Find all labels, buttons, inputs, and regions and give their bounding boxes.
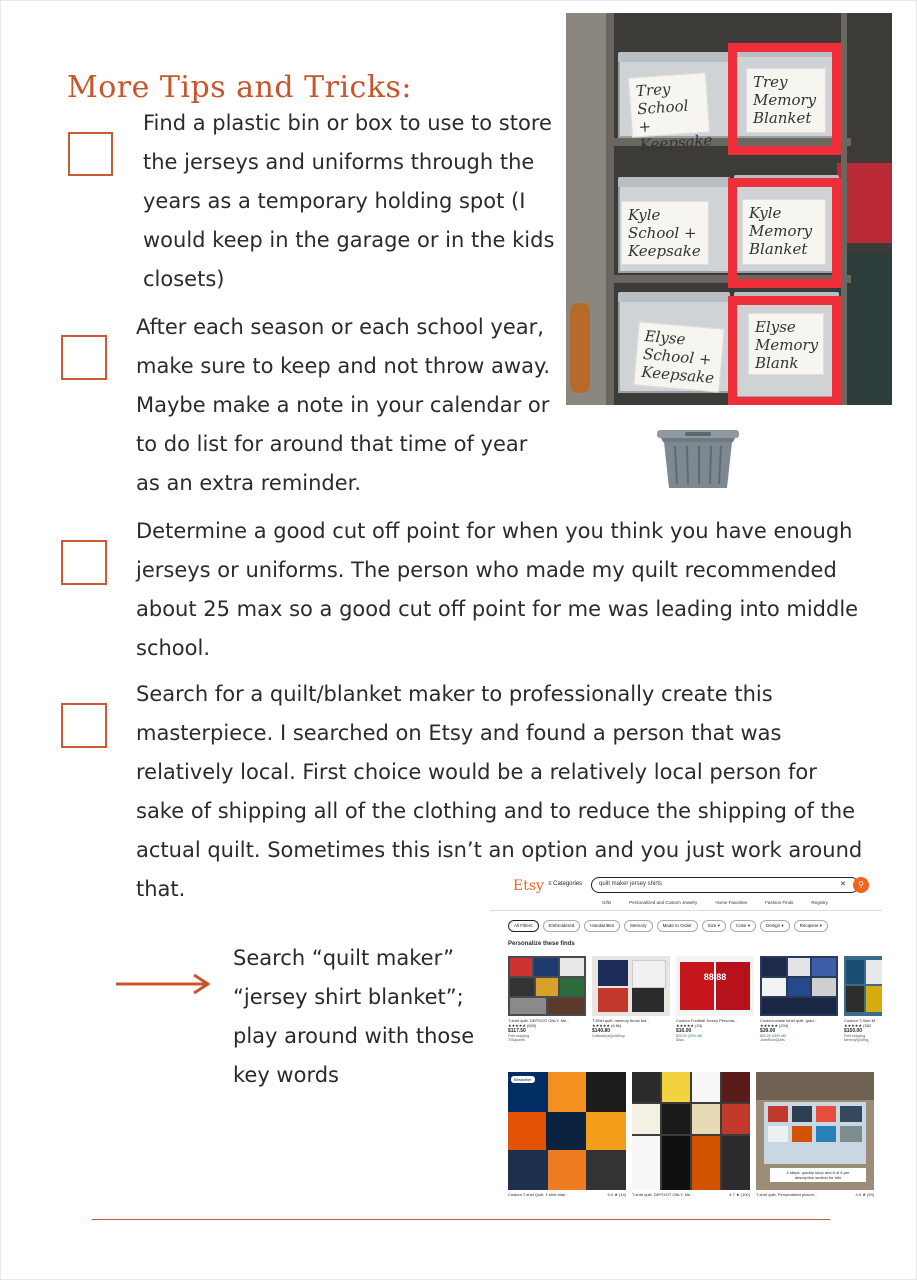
ad-caption: 4 steps: quickly shop and 8 of 6 per description section for info <box>770 1168 866 1182</box>
tip-4-line: that. <box>136 877 186 901</box>
listing-shipping: $20.00 (20% off) <box>676 1034 702 1038</box>
personalize-heading: Personalize these finds <box>508 941 575 947</box>
listing-title: Custom T-shirt Quilt, T-shirt blan... <box>508 1192 569 1197</box>
tip-4-line: actual quilt. Sometimes this isn’t an option and you just work around <box>136 838 863 862</box>
listing-title: T-shirt quilt, Personalized picture... <box>756 1192 818 1197</box>
nav-item[interactable]: Home Favorites <box>715 900 748 905</box>
tip-4-line: sake of shipping all of the clothing and to reduce the shipping of the <box>136 799 856 823</box>
listing-thumbnail <box>508 956 586 1016</box>
listing-price: $140.80 <box>592 1028 611 1034</box>
page-title: More Tips and Tricks: <box>67 70 413 106</box>
listing-card[interactable] <box>632 1072 750 1197</box>
tip-2-line: make sure to keep and not throw away. <box>136 354 551 378</box>
search-note-line: “jersey shirt blanket”; <box>233 985 464 1009</box>
tip-2-line: After each season or each school year, <box>136 315 544 339</box>
filter-chip[interactable]: Made to Order <box>657 920 698 932</box>
tip-4-line: relatively local. First choice would be a relatively local person for <box>136 760 817 784</box>
listing-seller: Aliza <box>676 1038 684 1042</box>
listing-title: Custom-made tshirt quilt, grad... <box>760 1018 817 1023</box>
listing-card[interactable] <box>756 1072 874 1197</box>
filter-chip[interactable]: Embroidered <box>543 920 581 932</box>
listing-row-1 <box>508 956 882 1042</box>
checkbox-tip-3[interactable] <box>61 540 107 585</box>
filter-chip[interactable]: Color ▾ <box>730 920 756 932</box>
listing-card[interactable] <box>676 956 754 1042</box>
bottom-divider <box>92 1219 830 1220</box>
nav-item[interactable]: Gifts <box>602 900 612 905</box>
listing-thumbnail <box>632 1072 750 1190</box>
tip-2-line: to do list for around that time of year <box>136 432 528 456</box>
listing-title: T-Shirt quilt, memory throw bla... <box>592 1018 650 1023</box>
listing-card[interactable] <box>592 956 670 1042</box>
label-kyle-memory: Kyle Memory Blanket <box>742 199 826 265</box>
tip-3-line: school. <box>136 636 211 660</box>
search-note-line: play around with those <box>233 1024 475 1048</box>
search-note-line: key words <box>233 1063 339 1087</box>
divider <box>490 910 882 911</box>
listing-card[interactable] <box>508 956 586 1042</box>
tip-3 <box>136 512 896 668</box>
tip-2 <box>136 308 576 503</box>
tip-2-line: as an extra reminder. <box>136 471 362 495</box>
tip-1-line: closets) <box>143 267 225 291</box>
listing-price: $150.00 <box>844 1028 863 1034</box>
listing-thumbnail <box>592 956 670 1016</box>
filter-chip[interactable]: Design ▾ <box>760 920 790 932</box>
listing-card[interactable] <box>508 1072 626 1197</box>
tip-3-line: jerseys or uniforms. The person who made my quilt recommended <box>136 558 837 582</box>
listing-rating: ★★★★★ (382 <box>844 1023 872 1028</box>
listing-thumbnail <box>508 1072 626 1190</box>
search-icon[interactable]: ⚲ <box>853 877 869 893</box>
highlight-elyse-memory <box>728 296 841 405</box>
tip-4-line: Search for a quilt/blanket maker to professionally create this <box>136 682 773 706</box>
listing-rating: 4.5 ★ (93) <box>855 1192 874 1197</box>
label-elyse-school: Elyse School + Keepsake <box>633 321 724 392</box>
tip-1-line: the jerseys and uniforms through the <box>143 150 535 174</box>
listing-price: $39.00 <box>760 1028 776 1034</box>
tip-2-line: Maybe make a note in your calendar or <box>136 393 550 417</box>
bestseller-badge: Bestseller <box>511 1076 535 1083</box>
shelf-post <box>606 13 614 405</box>
filter-chips <box>508 920 828 932</box>
checkbox-tip-4[interactable] <box>61 703 107 748</box>
highlight-trey-memory <box>728 43 841 155</box>
listing-seller: CottonkeysQuiltShop <box>592 1034 625 1038</box>
tip-3-line: Determine a good cut off point for when you think you have enough <box>136 519 853 543</box>
filter-chip[interactable]: Memory <box>624 920 652 932</box>
listing-seller: 70Squares <box>508 1038 525 1042</box>
listing-price: $16.00 <box>676 1028 692 1034</box>
nav-item[interactable]: Registry <box>811 900 828 905</box>
listing-card[interactable] <box>760 956 838 1042</box>
etsy-top-nav <box>602 900 828 905</box>
listing-title: T-shirt quilt, DEPOSIT ONLY, Me... <box>508 1018 570 1023</box>
listing-card[interactable] <box>844 956 882 1042</box>
checkbox-tip-2[interactable] <box>61 335 107 380</box>
shelf-post <box>841 13 847 405</box>
label-trey-memory: Trey Memory Blanket <box>746 68 826 133</box>
filter-chip[interactable]: Handwritten <box>584 920 620 932</box>
storage-bins-photo <box>566 13 892 405</box>
listing-shipping: Free shipping <box>844 1034 866 1038</box>
filter-chip[interactable]: All Filters <box>508 920 539 932</box>
filter-chip[interactable]: Recipient ▾ <box>794 920 828 932</box>
highlight-kyle-memory <box>728 178 841 288</box>
tip-4-line: masterpiece. I searched on Etsy and found a person that was <box>136 721 782 745</box>
clear-search-icon[interactable]: ✕ <box>840 881 846 888</box>
etsy-search-screenshot <box>490 870 882 1206</box>
listing-rating: ★★★★★ (33) <box>676 1023 703 1028</box>
listing-shipping: $52.00 (25% off) <box>760 1034 786 1038</box>
filter-chip[interactable]: Size ▾ <box>702 920 726 932</box>
label-elyse-memory: Elyse Memory Blank <box>748 313 824 375</box>
search-note-line: Search “quilt maker” <box>233 946 454 970</box>
listing-thumbnail: 88 88 <box>676 956 754 1016</box>
storage-tote-icon <box>655 428 741 492</box>
checkbox-tip-1[interactable] <box>68 132 113 176</box>
listing-seller: JuneRoseQuilts <box>760 1038 785 1042</box>
listing-row-2 <box>508 1072 874 1197</box>
etsy-categories-menu[interactable]: ≡ Categories <box>548 881 583 887</box>
listing-title: Custom Football Jersey Persona... <box>676 1018 738 1023</box>
label-kyle-school: Kyle School + Keepsake <box>621 201 709 265</box>
listing-title: T-shirt quilt, DEPOSIT ONLY, Me... <box>632 1192 694 1197</box>
nav-item[interactable]: Fashion Finds <box>765 900 794 905</box>
nav-item[interactable]: Personalized and Custom Jewelry <box>629 900 698 905</box>
listing-title: Custom T-Shirt M <box>844 1018 876 1023</box>
tip-3-line: about 25 max so a good cut off point for me was leading into middle <box>136 597 859 621</box>
tip-1-line: would keep in the garage or in the kids <box>143 228 555 252</box>
tip-1-line: Find a plastic bin or box to use to store <box>143 111 552 135</box>
search-tip-note <box>233 939 474 1095</box>
listing-thumbnail <box>844 956 882 1016</box>
listing-rating: 4.7 ★ (100) <box>729 1192 750 1197</box>
listing-seller: MemoryQuilting <box>844 1038 869 1042</box>
listing-price: $117.50 <box>508 1028 526 1034</box>
tip-1-line: years as a temporary holding spot (I <box>143 189 526 213</box>
right-arrow-icon <box>114 973 210 995</box>
listing-rating: ★★★★★ (204) <box>760 1023 789 1028</box>
etsy-search-input[interactable]: quilt maker jersey shirts <box>591 877 859 893</box>
listing-rating: ★★★★★ (600) <box>508 1023 537 1028</box>
tip-1 <box>143 104 573 299</box>
listing-rating: ★★★★★ (6.5k) <box>592 1023 622 1028</box>
listing-shipping: Free shipping <box>508 1034 530 1038</box>
label-trey-school: Trey School + Keepsake <box>628 72 710 137</box>
listing-thumbnail <box>756 1072 874 1190</box>
listing-thumbnail <box>760 956 838 1016</box>
listing-rating: 5.0 ★ (14) <box>607 1192 626 1197</box>
etsy-logo[interactable]: Etsy <box>513 878 544 894</box>
